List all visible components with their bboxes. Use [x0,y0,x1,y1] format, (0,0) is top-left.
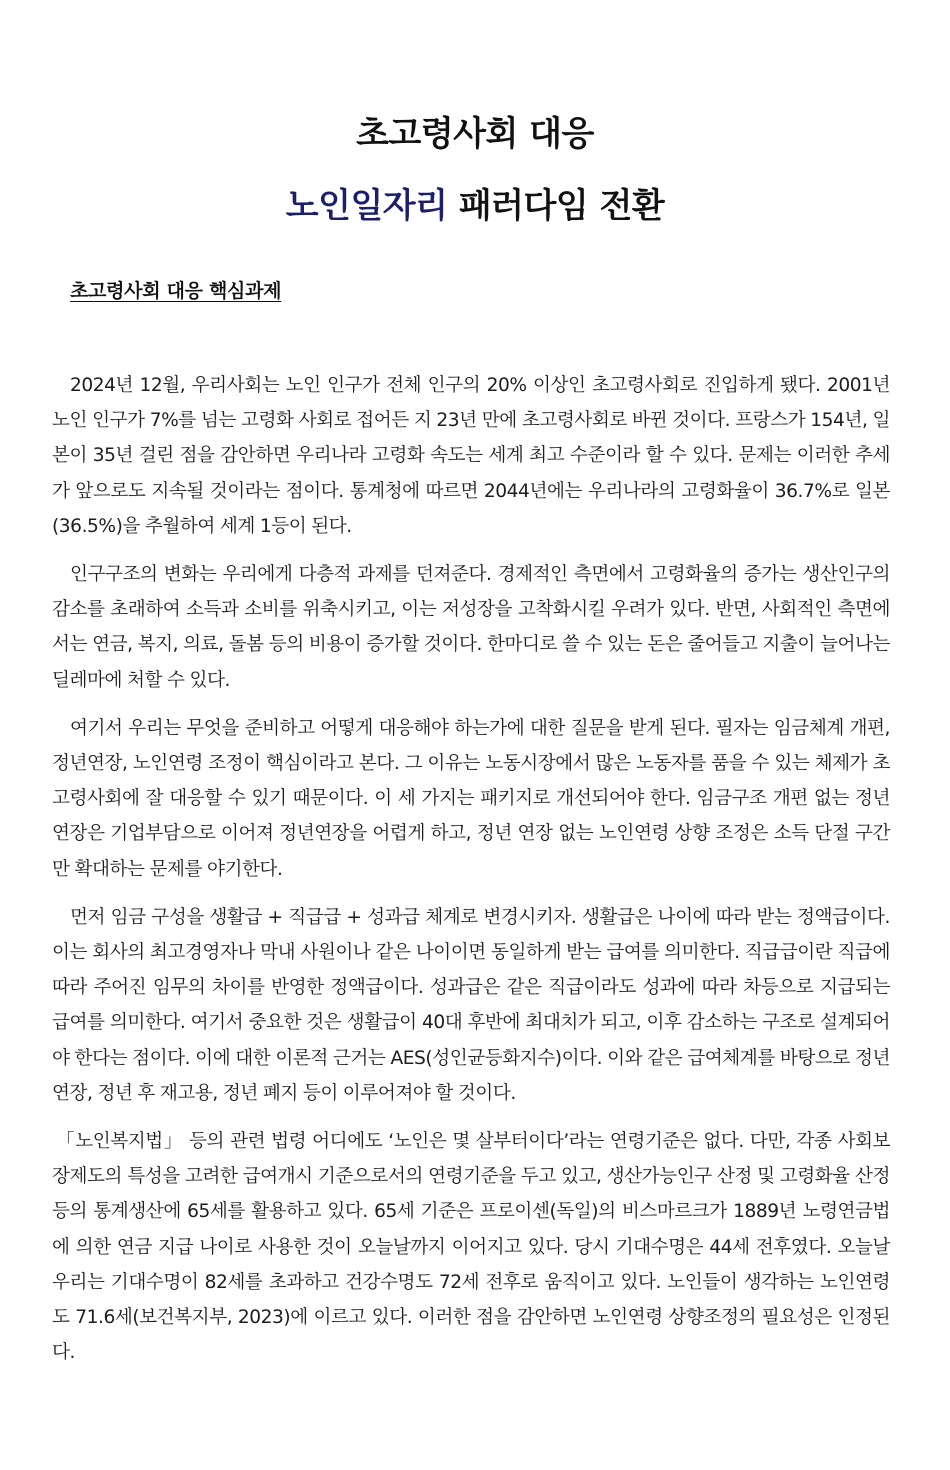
paragraph: 먼저 임금 구성을 생활급 + 직급급 + 성과급 체계로 변경시키자. 생활급은 나이에 따라 받는 정액급이다. 이는 회사의 최고경영자나 막내 사원이나 같은 나이이면 동일하게 받는 급여를 의미한다. 직급급이란 직급에 따라 주어진 임무의 차이를 반영한 정액급이다. 성과급은 같은 직급이라도 성과에 따라 차등으로 지급되는 급여를 의미한다. 여기서 중요한 것은 생활급이 40대 후반에 최대치가 되고, 이후 감소하는 구조로 설계되어야 한다는 점이다. 이에 대한 이론적 근거는 AES(성인균등화지수)이다. 이와 같은 급여체계를 바탕으로 정년연장, 정년 후 재고용, 정년 폐지 등이 이루어져야 할 것이다. [52,906,890,1104]
paragraph: 「노인복지법」 등의 관련 법령 어디에도 ‘노인은 몇 살부터이다’라는 연령기준은 없다. 다만, 각종 사회보장제도의 특성을 고려한 급여개시 기준으로서의 연령기준을 두고 있고, 생산가능인구 산정 및 고령화율 산정 등의 통계생산에 65세를 활용하고 있다. 65세 기준은 프로이센(독일)의 비스마르크가 1889년 노령연금법에 의한 연금 지급 나이로 사용한 것이 오늘날까지 이어지고 있다. 당시 기대수명은 44세 전후였다. 오늘날 우리는 기대수명이 82세를 초과하고 건강수명도 72세 전후로 움직이고 있다. 노인들이 생각하는 노인연령도 71.6세(보건복지부, 2023)에 이르고 있다. 이러한 점을 감안하면 노인연령 상향조정의 필요성은 인정된다. [52,1131,890,1364]
title-rest-text: 패러다임 전환 [447,186,665,226]
document-body [52,368,890,1383]
paragraph: 2024년 12월, 우리사회는 노인 인구가 전체 인구의 20% 이상인 초고령사회로 진입하게 됐다. 2001년 노인 인구가 7%를 넘는 고령화 사회로 접어든 지 23년 만에 초고령사회로 바뀐 것이다. 프랑스가 154년, 일본이 35년 걸린 점을 감안하면 우리나라 고령화 속도는 세계 최고 수준이라 할 수 있다. 문제는 이러한 추세가 앞으로도 지속될 것이라는 점이다. 통계청에 따르면 2044년에는 우리나라의 고령화율이 36.7%로 일본(36.5%)을 추월하여 세계 1등이 된다. [52,375,890,537]
title-text: 초고령사회 대응 [356,114,594,154]
paragraph: 인구구조의 변화는 우리에게 다층적 과제를 던져준다. 경제적인 측면에서 고령화율의 증가는 생산인구의 감소를 초래하여 소득과 소비를 위축시키고, 이는 저성장을 고착화시킬 우려가 있다. 반면, 사회적인 측면에서는 연금, 복지, 의료, 돌봄 등의 비용이 증가할 것이다. 한마디로 쓸 수 있는 돈은 줄어들고 지출이 늘어나는 딜레마에 처할 수 있다. [52,564,890,691]
document-title-line-1 [0,106,950,155]
title-accent-text: 노인일자리 [285,186,448,226]
paragraph: 여기서 우리는 무엇을 준비하고 어떻게 대응해야 하는가에 대한 질문을 받게 된다. 필자는 임금체계 개편, 정년연장, 노인연령 조정이 핵심이라고 본다. 그 이유는 노동시장에서 많은 노동자를 품을 수 있는 체제가 초고령사회에 잘 대응할 수 있기 때문이다. 이 세 가지는 패키지로 개선되어야 한다. 임금구조 개편 없는 정년 연장은 기업부담으로 이어져 정년연장을 어렵게 하고, 정년 연장 없는 노인연령 상향 조정은 소득 단절 구간만 확대하는 문제를 야기한다. [52,717,890,880]
document-title-line-2 [0,178,950,227]
section-heading: 초고령사회 대응 핵심과제 [70,280,282,302]
